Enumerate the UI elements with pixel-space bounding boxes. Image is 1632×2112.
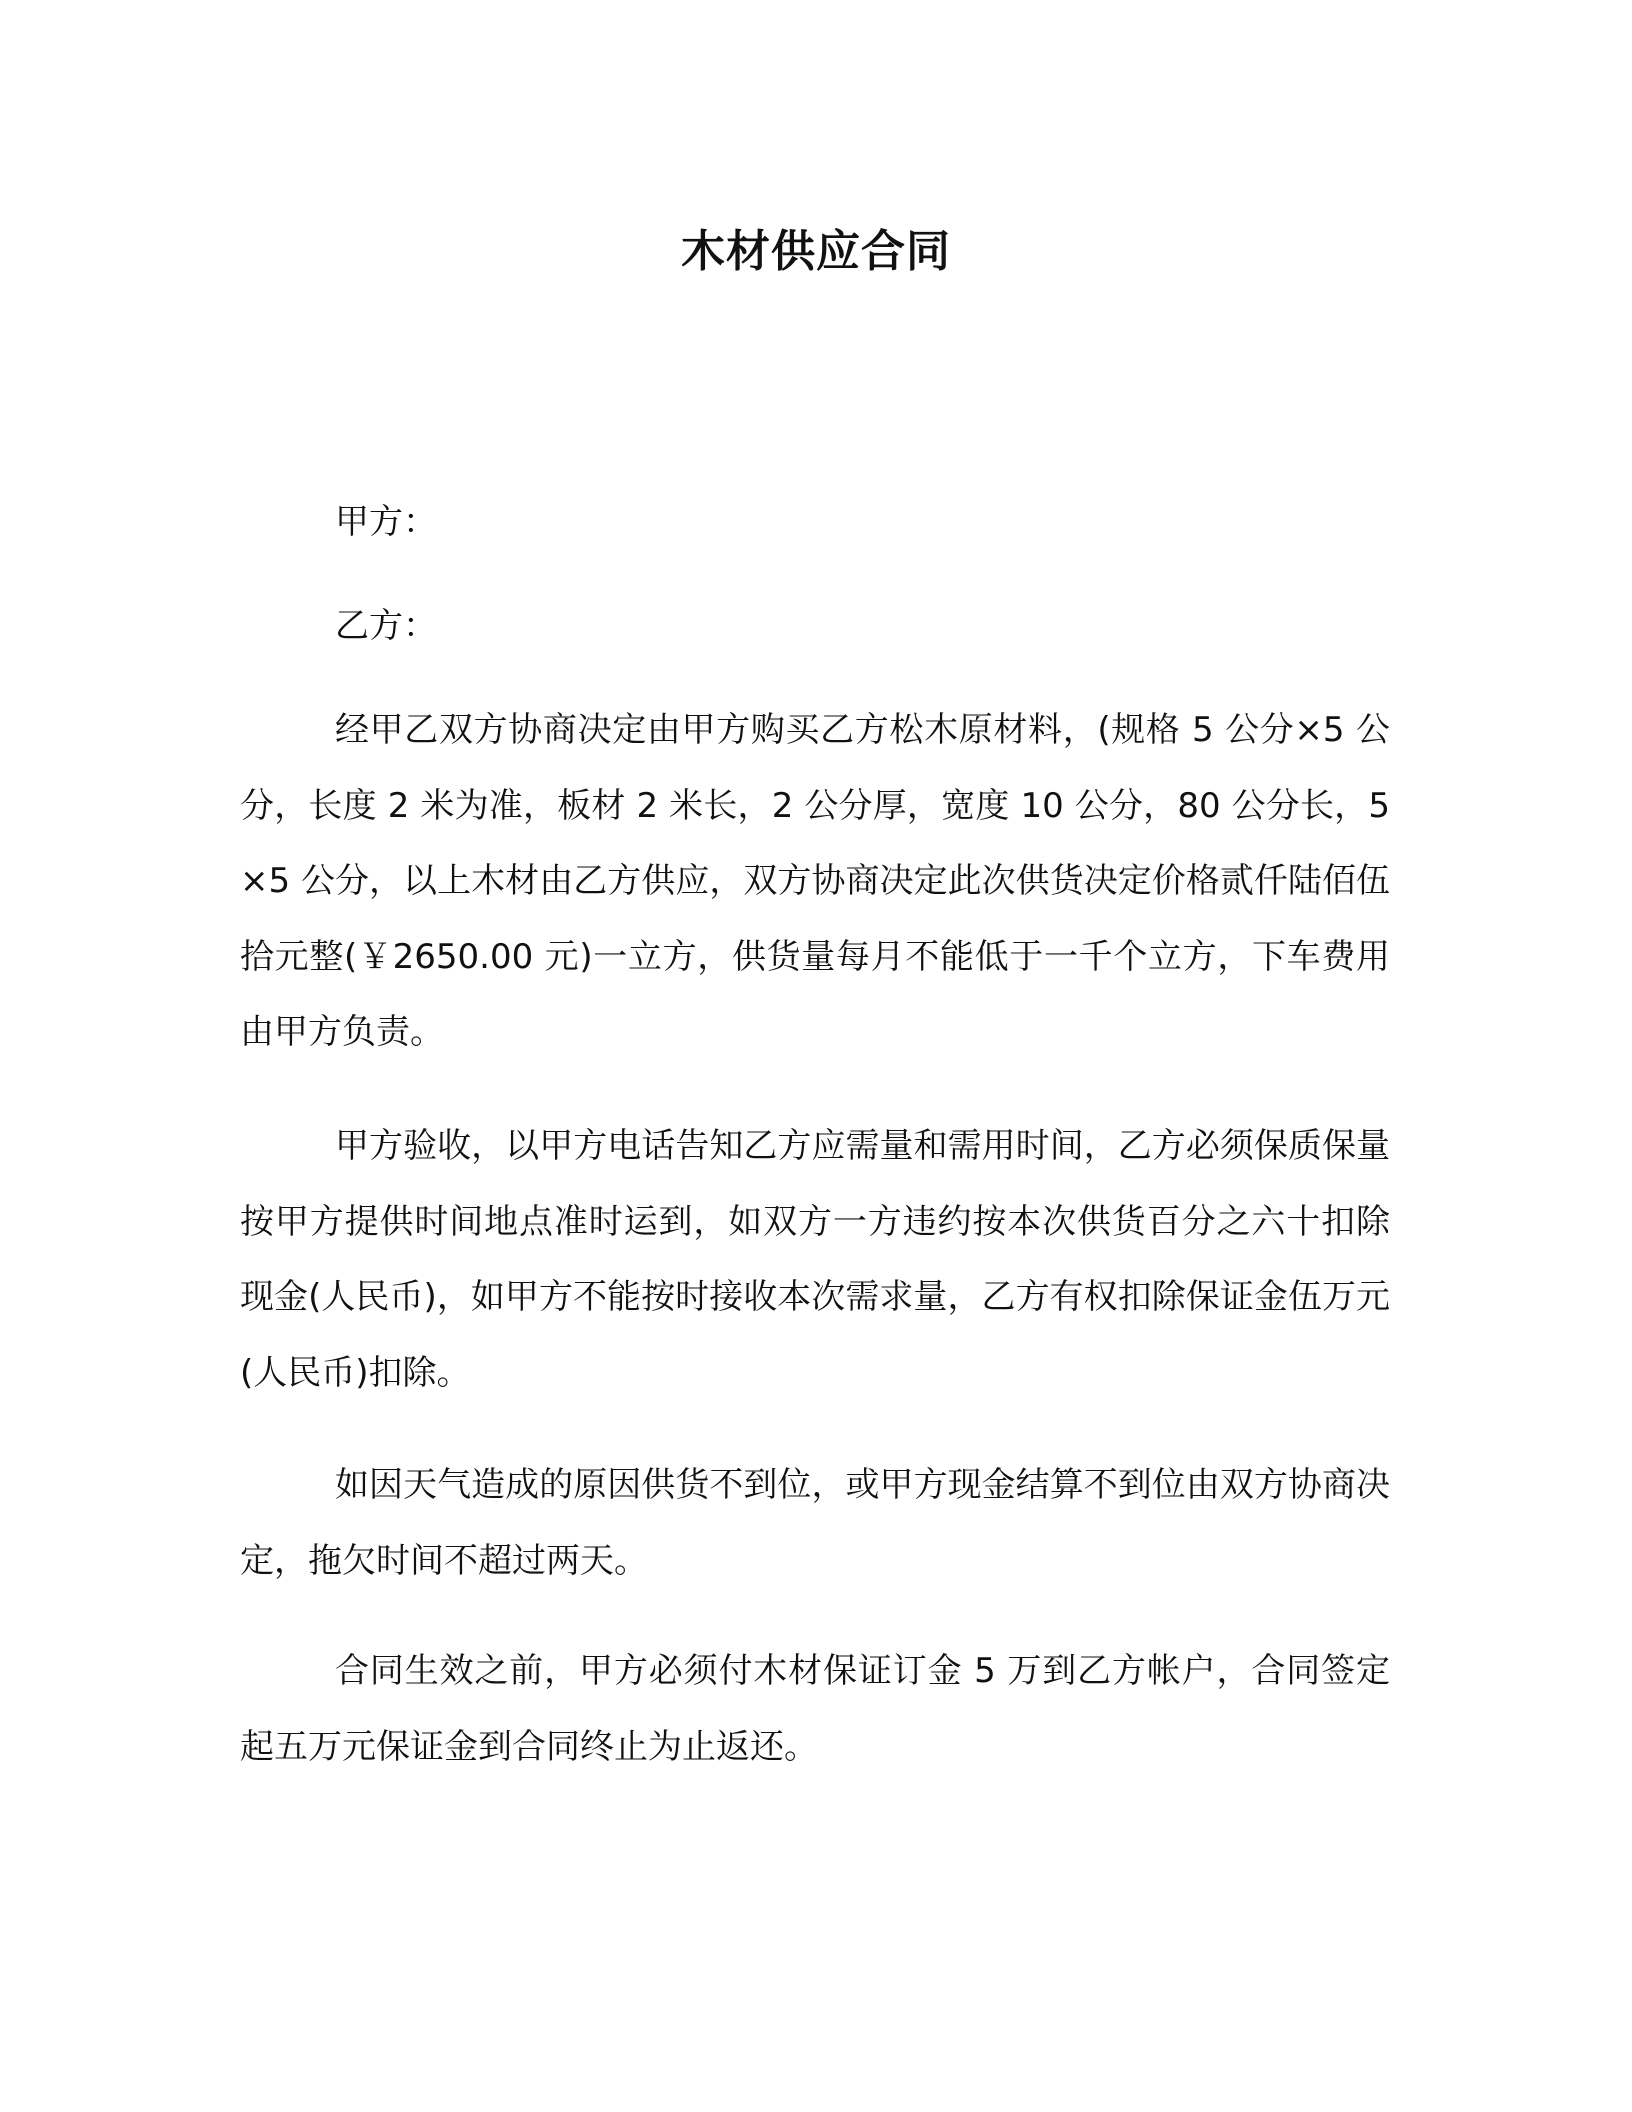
clause-paragraph-4: 合同生效之前，甲方必须付木材保证订金 5 万到乙方帐户，合同签定起五万元保证金到合同终止为止返还。 [240,1651,1390,1767]
clause-paragraph-3: 如因天气造成的原因供货不到位，或甲方现金结算不到位由双方协商决定，拖欠时间不超过两天。 [240,1465,1390,1581]
party-b-label: 乙方： [335,606,437,646]
clause-paragraph-2: 甲方验收，以甲方电话告知乙方应需量和需用时间，乙方必须保质保量按甲方提供时间地点准时运到，如双方一方违约按本次供货百分之六十扣除现金(人民币)，如甲方不能按时接收本次需求量，乙方有权扣除保证金伍万元(人民币)扣除。 [240,1126,1390,1393]
clause-paragraph-1: 经甲乙双方协商决定由甲方购买乙方松木原材料，(规格 5 公分×5 公分，长度 2 米为准，板材 2 米长，2 公分厚，宽度 10 公分，80 公分长，5×5 公分，以上木材由乙方供应，双方协商决定此次供货决定价格贰仟陆佰伍拾元整(￥2650.00 元)一立方，供货量每月不能低于一千个立方，下车费用由甲方负责。 [240,710,1390,1052]
party-a-label: 甲方： [335,502,437,542]
document-title: 木材供应合同 [681,226,951,277]
